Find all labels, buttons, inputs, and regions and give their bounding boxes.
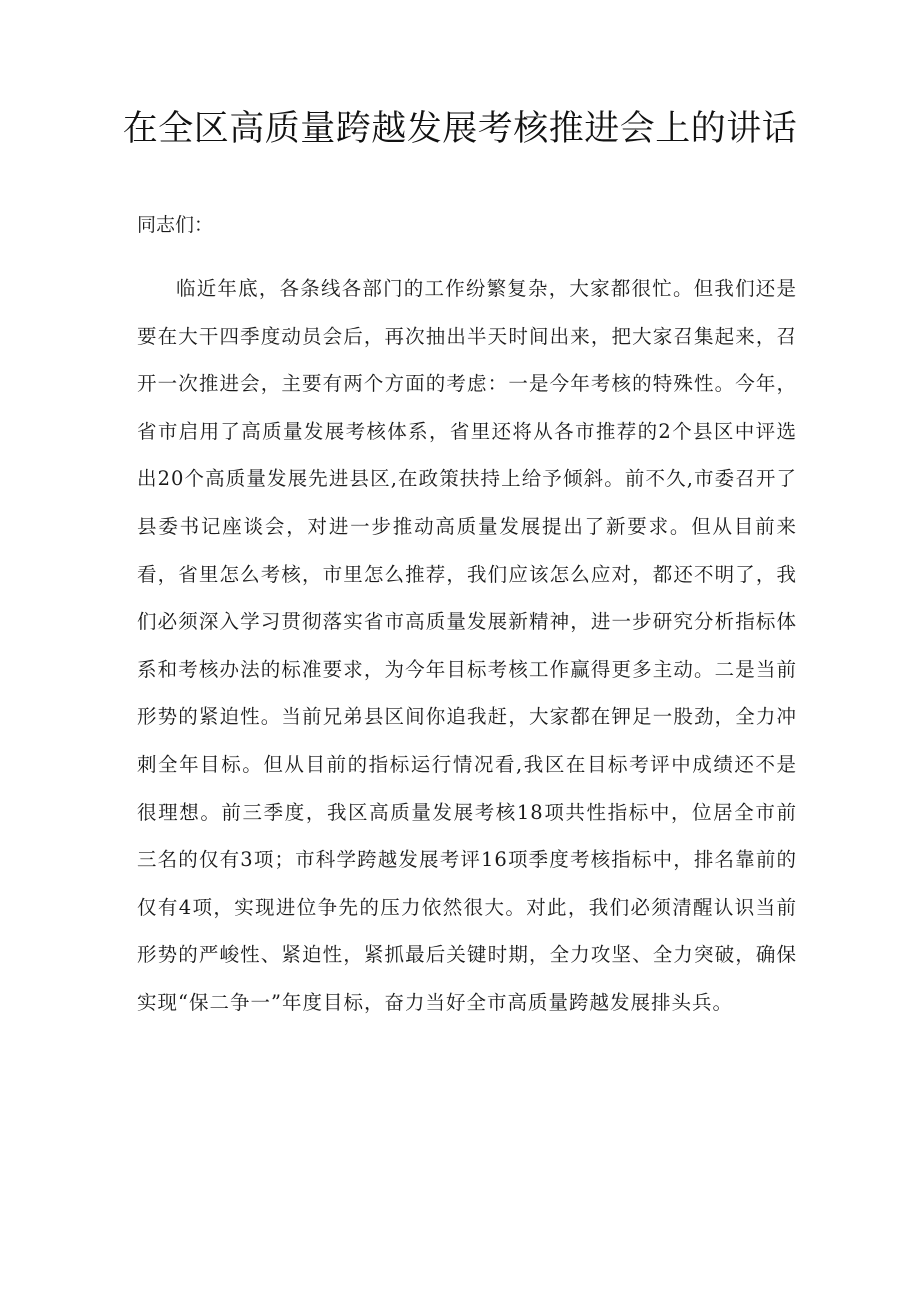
salutation: 同志们：: [137, 214, 214, 236]
document-title: 在全区高质量跨越发展考核推进会上的讲话: [122, 109, 798, 149]
body-paragraph: 临近年底，各条线各部门的工作纷繁复杂，大家都很忙。但我们还是要在大干四季度动员会后，再次抽出半天时间出来，把大家召集起来，召开一次推进会，主要有两个方面的考虑：一是今年考核的特殊性。今年，省市启用了高质量发展考核体系，省里还将从各市推荐的2个县区中评选出20个高质量发展先进县区,在政策扶持上给予倾斜。前不久,市委召开了县委书记座谈会，对进一步推动高质量发展提出了新要求。但从目前来看，省里怎么考核，市里怎么推荐，我们应该怎么应对，都还不明了，我们必须深入学习贯彻落实省市高质量发展新精神，进一步研究分析指标体系和考核办法的标准要求，为今年目标考核工作赢得更多主动。二是当前形势的紧迫性。当前兄弟县区间你追我赶，大家都在钾足一股劲，全力冲刺全年目标。但从目前的指标运行情况看,我区在目标考评中成绩还不是很理想。前三季度，我区高质量发展考核18项共性指标中，位居全市前三名的仅有3项；市科学跨越发展考评16项季度考核指标中，排名靠前的仅有4项，实现进位争先的压力依然很大。对此，我们必须清醒认识当前形势的严峻性、紧迫性，紧抓最后关键时期，全力攻坚、全力突破，确保实现“保二争一”年度目标，奋力当好全市高质量跨越发展排头兵。: [137, 277, 797, 1014]
